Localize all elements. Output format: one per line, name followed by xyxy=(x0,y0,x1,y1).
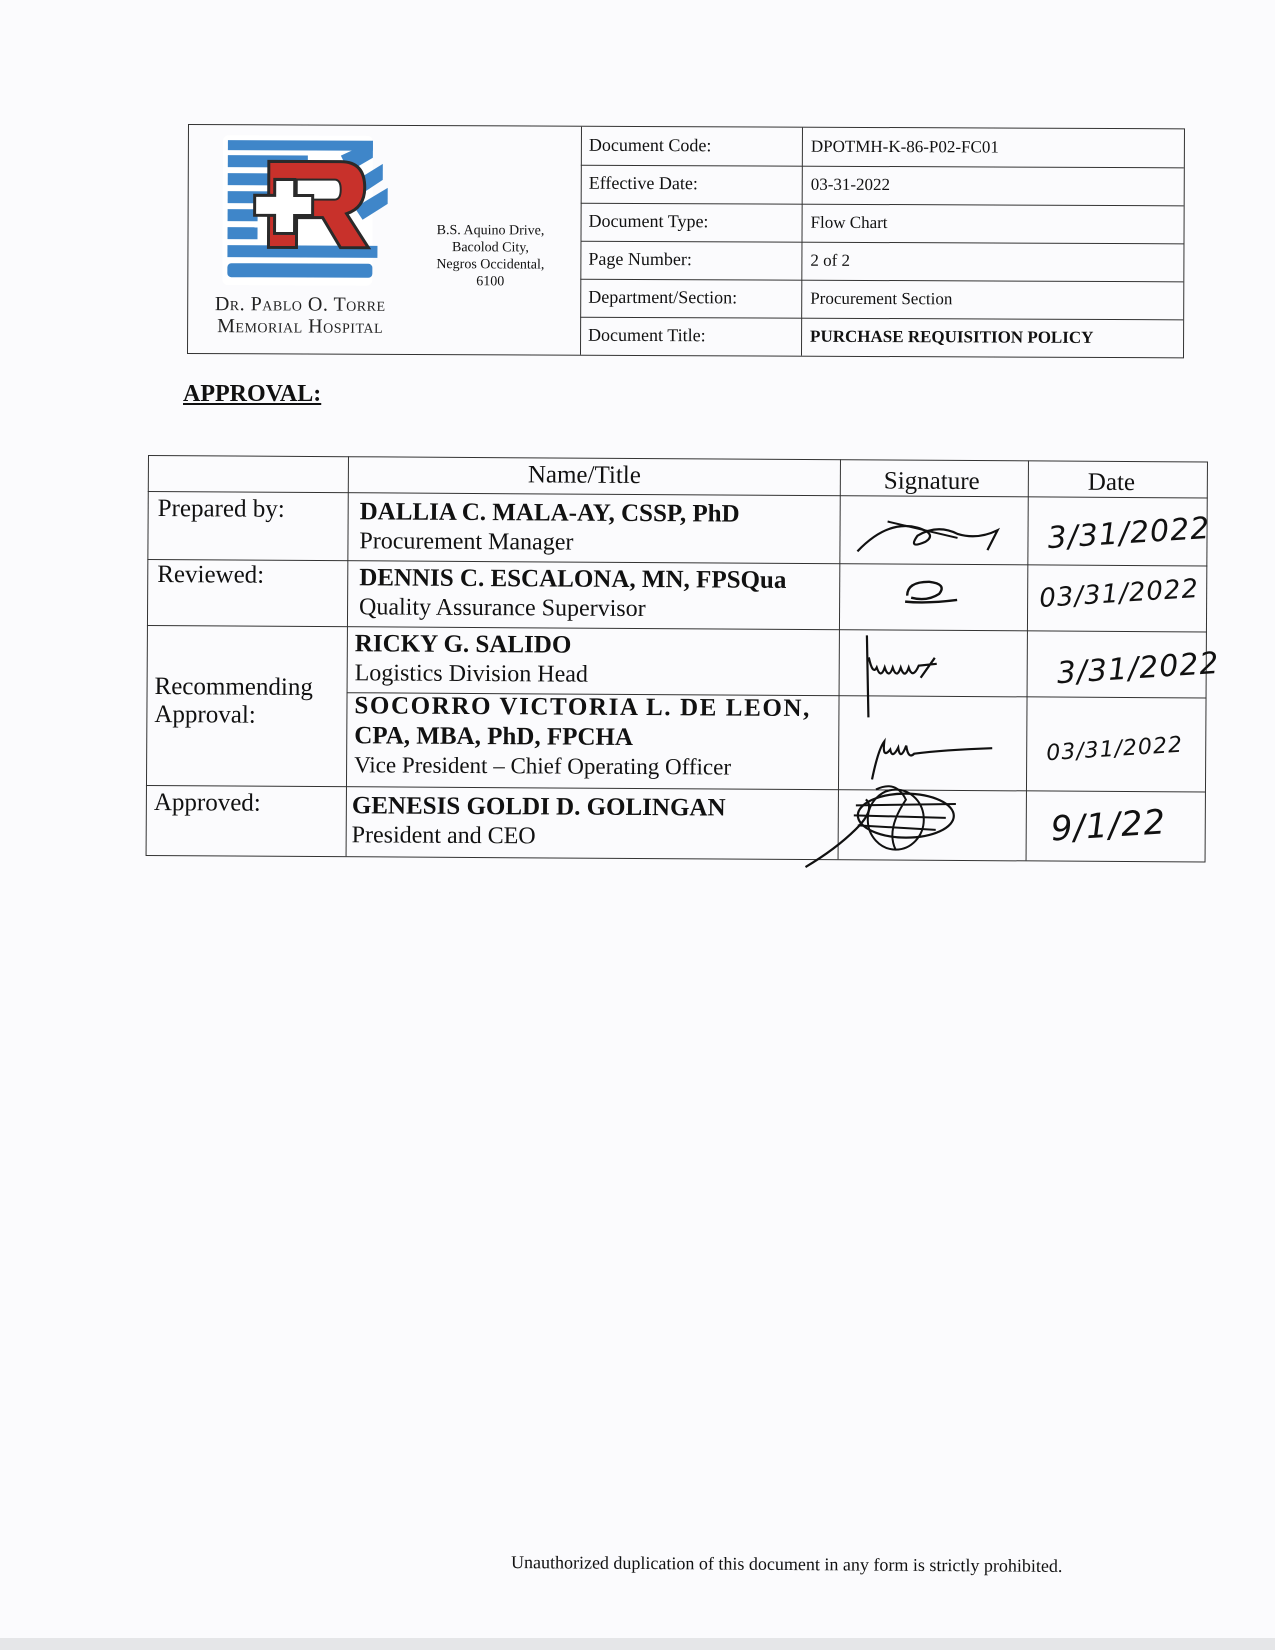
meta-row-document-title xyxy=(580,317,1183,358)
signature-image xyxy=(887,572,977,617)
scan-edge xyxy=(0,1638,1275,1650)
signatory-name: DALLIA C. MALA-AY, CSSP, PhD xyxy=(359,498,740,528)
signed-date: 3/31/2022 xyxy=(1046,510,1212,557)
meta-label: Document Title: xyxy=(580,317,802,356)
table-rule xyxy=(146,455,149,855)
signed-date: 03/31/2022 xyxy=(1038,573,1200,614)
table-rule xyxy=(146,855,1206,862)
approval-table xyxy=(145,455,1221,873)
approval-heading: APPROVAL: xyxy=(183,381,322,407)
meta-row-document-type xyxy=(580,203,1183,245)
signatory-title: Logistics Division Head xyxy=(354,660,589,688)
table-rule xyxy=(348,456,1208,462)
signatory-name: GENESIS GOLDI D. GOLINGAN xyxy=(351,792,726,822)
table-rule xyxy=(1026,460,1029,860)
hospital-name-line1: Dr. Pablo O. Torre xyxy=(214,293,386,316)
meta-row-document-code xyxy=(581,127,1184,169)
signatory-title: Vice President – Chief Operating Officer xyxy=(354,752,732,780)
table-rule xyxy=(147,625,1207,632)
row-label-approved: Approved: xyxy=(153,789,261,817)
row-label-reviewed: Reviewed: xyxy=(157,561,265,589)
hospital-name xyxy=(196,293,404,338)
address-line3: Negros Occidental, xyxy=(436,257,545,273)
row-label-prepared-by: Prepared by: xyxy=(157,495,285,523)
hospital-logo-icon xyxy=(222,135,391,286)
hospital-name-line2: Memorial Hospital xyxy=(217,315,384,338)
address-line2: Bacolod City, xyxy=(451,240,529,256)
row-label-line1: Recommending xyxy=(154,673,313,702)
meta-label: Effective Date: xyxy=(581,165,803,204)
footer-notice: Unauthorized duplication of this document in any form is strictly prohibited. xyxy=(510,1552,1063,1576)
hospital-logo-cell xyxy=(188,125,582,355)
meta-label: Department/Section: xyxy=(580,279,802,318)
signed-date: 3/31/2022 xyxy=(1055,645,1221,692)
table-rule xyxy=(148,455,348,457)
signatory-name: DENNIS C. ESCALONA, MN, FPSQua xyxy=(359,564,787,594)
meta-row-page-number xyxy=(580,241,1183,283)
signed-date: 03/31/2022 xyxy=(1045,732,1184,767)
meta-value: 03-31-2022 xyxy=(810,174,891,195)
meta-value: Flow Chart xyxy=(810,212,888,233)
meta-label: Page Number: xyxy=(580,241,802,280)
meta-label: Document Type: xyxy=(580,203,802,242)
signatory-name: RICKY G. SALIDO xyxy=(354,630,572,659)
signatory-title: Quality Assurance Supervisor xyxy=(358,594,646,623)
signed-date: 9/1/22 xyxy=(1049,802,1168,850)
signatory-title: President and CEO xyxy=(351,822,536,850)
table-rule xyxy=(146,785,1206,792)
column-header-date: Date xyxy=(1087,468,1136,497)
meta-value: Procurement Section xyxy=(810,288,953,309)
document-meta-table xyxy=(580,127,1184,358)
column-header-signature: Signature xyxy=(883,467,980,496)
hospital-address xyxy=(410,222,570,291)
meta-row-effective-date xyxy=(581,165,1184,207)
meta-label: Document Code: xyxy=(581,127,803,166)
meta-value: 2 of 2 xyxy=(810,250,851,270)
signatory-title: Procurement Manager xyxy=(359,528,574,556)
column-header-name-title: Name/Title xyxy=(527,461,641,490)
address-line1: B.S. Aquino Drive, xyxy=(436,223,545,239)
signatory-name: SOCORRO VICTORIA L. DE LEON, xyxy=(354,692,812,723)
signatory-name-continued: CPA, MBA, PhD, FPCHA xyxy=(354,722,634,751)
meta-value: DPOTMH-K-86-P02-FC01 xyxy=(810,136,999,157)
table-rule xyxy=(346,456,349,856)
signature-image xyxy=(846,627,957,728)
meta-value: PURCHASE REQUISITION POLICY xyxy=(810,326,1094,347)
address-line4: 6100 xyxy=(476,274,505,290)
meta-row-department xyxy=(580,279,1183,321)
table-rule xyxy=(148,491,1208,498)
row-label-recommending xyxy=(154,673,313,730)
document-header-table xyxy=(187,124,1185,358)
row-label-line2: Approval: xyxy=(154,701,256,729)
signature-image xyxy=(847,499,1017,562)
signature-image xyxy=(795,759,986,872)
